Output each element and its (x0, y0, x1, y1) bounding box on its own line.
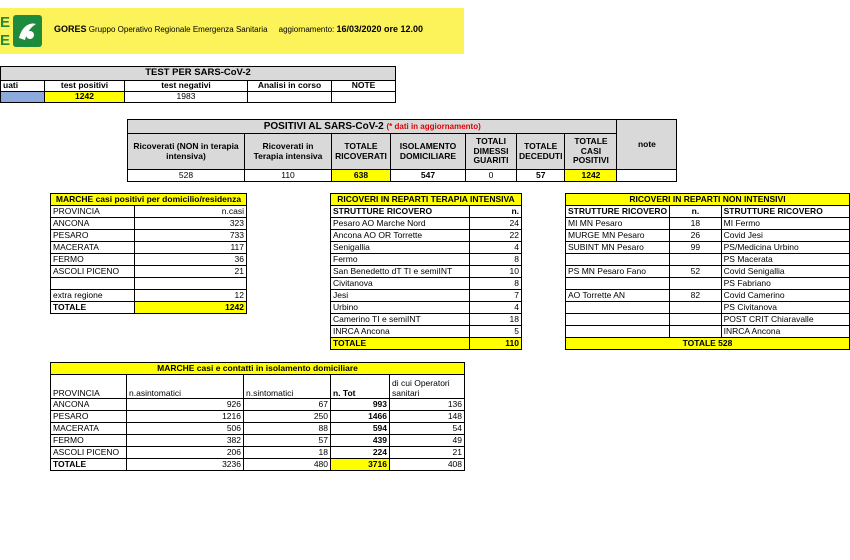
ti-count: 24 (470, 218, 522, 230)
ti-row (331, 254, 522, 266)
ni-count: 82 (670, 290, 721, 302)
isolamento-table (50, 362, 465, 471)
residenza-total-value: 1242 (135, 302, 247, 314)
ni-row (566, 302, 850, 314)
residenza-province: MACERATA (51, 242, 135, 254)
ti-table (330, 193, 522, 350)
residenza-title: MARCHE casi positivi per domicilio/residenza (51, 194, 247, 206)
ti-row (331, 266, 522, 278)
ni-struct-left (566, 314, 670, 326)
ti-struct: INRCA Ancona (331, 326, 470, 338)
iso-tot: 1466 (331, 411, 390, 423)
ni-count (670, 254, 721, 266)
ni-struct-left (566, 254, 670, 266)
test-header-cell: test positivi (45, 81, 125, 92)
residenza-cases: 117 (135, 242, 247, 254)
ti-row (331, 326, 522, 338)
ni-count (670, 326, 721, 338)
ti-row (331, 242, 522, 254)
ni-struct-right: PS Macerata (721, 254, 849, 266)
ni-row (566, 266, 850, 278)
test-note-value (332, 92, 396, 103)
ni-struct-left (566, 278, 670, 290)
ni-struct-right: Covid Camerino (721, 290, 849, 302)
iso-sint: 57 (244, 435, 331, 447)
iso-asint: 1216 (127, 411, 244, 423)
ni-header-struct: STRUTTURE RICOVERO (566, 206, 670, 218)
positivi-header-cell: TOTALE CASI POSITIVI (565, 134, 617, 170)
header-text (54, 24, 423, 34)
test-table (0, 66, 396, 103)
iso-province: ANCONA (51, 399, 127, 411)
iso-header-cell: di cui Operatori sanitari (390, 375, 465, 399)
iso-total-sint: 480 (244, 459, 331, 471)
iso-province: FERMO (51, 435, 127, 447)
residenza-province: FERMO (51, 254, 135, 266)
residenza-row (51, 278, 247, 290)
iso-header-cell: n.asintomatici (127, 375, 244, 399)
iso-province: ASCOLI PICENO (51, 447, 127, 459)
ni-struct-left: AO Torrette AN (566, 290, 670, 302)
positivi-table (127, 119, 677, 182)
iso-total-name: TOTALE (51, 459, 127, 471)
iso-sint: 88 (244, 423, 331, 435)
ti-count: 22 (470, 230, 522, 242)
iso-header-cell: n.sintomatici (244, 375, 331, 399)
iso-op: 148 (390, 411, 465, 423)
positivi-header-cell: Ricoverati in Terapia intensiva (245, 134, 332, 170)
ti-count: 7 (470, 290, 522, 302)
iso-op: 49 (390, 435, 465, 447)
logo-letter-top: E (0, 14, 11, 31)
residenza-cases: 733 (135, 230, 247, 242)
iso-total-op: 408 (390, 459, 465, 471)
ni-row (566, 278, 850, 290)
ni-struct-right: Covid Jesi (721, 230, 849, 242)
iso-row (51, 411, 465, 423)
ti-header-n: n. (470, 206, 522, 218)
positivi-header-cell: Ricoverati (NON in terapia intensiva) (128, 134, 245, 170)
residenza-table (50, 193, 247, 314)
ni-struct-left: PS MN Pesaro Fano (566, 266, 670, 278)
residenza-province: extra regione (51, 290, 135, 302)
ti-row (331, 218, 522, 230)
positivi-value-cell: 528 (128, 170, 245, 182)
positivi-total-casi: 1242 (565, 170, 617, 182)
ti-struct: Camerino TI e semiINT (331, 314, 470, 326)
iso-row (51, 435, 465, 447)
ni-row (566, 290, 850, 302)
ti-count: 18 (470, 314, 522, 326)
ti-row (331, 314, 522, 326)
iso-sint: 250 (244, 411, 331, 423)
iso-op: 54 (390, 423, 465, 435)
iso-op: 136 (390, 399, 465, 411)
positivi-title: POSITIVI AL SARS-CoV-2 (263, 121, 384, 132)
iso-asint: 506 (127, 423, 244, 435)
residenza-cases: 12 (135, 290, 247, 302)
test-pending-value (248, 92, 332, 103)
residenza-header-province: PROVINCIA (51, 206, 135, 218)
positivi-note-cell (617, 170, 677, 182)
iso-province: MACERATA (51, 423, 127, 435)
iso-asint: 206 (127, 447, 244, 459)
ti-struct: Senigallia (331, 242, 470, 254)
ni-count: 99 (670, 242, 721, 254)
positivi-value-cell: 110 (245, 170, 332, 182)
iso-sint: 18 (244, 447, 331, 459)
test-header-cell: uati (1, 81, 45, 92)
residenza-province: ASCOLI PICENO (51, 266, 135, 278)
iso-row (51, 399, 465, 411)
positivi-title-note: (* dati in aggiornamento) (386, 122, 481, 131)
residenza-cases: 36 (135, 254, 247, 266)
positivi-total-ricoverati: 638 (332, 170, 391, 182)
positivi-note-header: note (617, 120, 677, 170)
positivi-header-cell: ISOLAMENTO DOMICILIARE (391, 134, 466, 170)
ti-header-struct: STRUTTURE RICOVERO (331, 206, 470, 218)
residenza-cases (135, 278, 247, 290)
positivi-header-cell: TOTALE DECEDUTI (517, 134, 565, 170)
residenza-header-cases: n.casi (135, 206, 247, 218)
ni-struct-right: POST CRIT Chiaravalle (721, 314, 849, 326)
iso-op: 21 (390, 447, 465, 459)
ni-count: 52 (670, 266, 721, 278)
residenza-total-label: TOTALE (51, 302, 135, 314)
update-label: aggiornamento: (278, 25, 335, 34)
ni-row (566, 314, 850, 326)
ti-total-label: TOTALE (331, 338, 470, 350)
ni-count (670, 278, 721, 290)
ti-struct: Jesi (331, 290, 470, 302)
iso-header-cell: n. Tot (331, 375, 390, 399)
ti-struct: Civitanova (331, 278, 470, 290)
ni-struct-right: PS Civitanova (721, 302, 849, 314)
logo-letter-bottom: E (0, 32, 11, 49)
ni-struct-right: PS/Medicina Urbino (721, 242, 849, 254)
ti-row (331, 230, 522, 242)
test-negative-value: 1983 (125, 92, 248, 103)
iso-row (51, 423, 465, 435)
ti-row (331, 302, 522, 314)
ni-row (566, 230, 850, 242)
gores-logo (0, 12, 44, 50)
ni-row (566, 218, 850, 230)
ti-count: 8 (470, 254, 522, 266)
test-value-cell (1, 92, 45, 103)
ti-count: 10 (470, 266, 522, 278)
iso-tot: 993 (331, 399, 390, 411)
ni-count: 18 (670, 218, 721, 230)
positivi-value-cell: 547 (391, 170, 466, 182)
iso-asint: 382 (127, 435, 244, 447)
test-positive-value: 1242 (45, 92, 125, 103)
ni-struct-right: MI Fermo (721, 218, 849, 230)
residenza-province: PESARO (51, 230, 135, 242)
iso-tot: 439 (331, 435, 390, 447)
ti-struct: Urbino (331, 302, 470, 314)
non-intensivi-table (565, 193, 850, 350)
test-header-cell: Analisi in corso (248, 81, 332, 92)
residenza-row (51, 290, 247, 302)
ni-row (566, 326, 850, 338)
iso-sint: 67 (244, 399, 331, 411)
ni-struct-left: MURGE MN Pesaro (566, 230, 670, 242)
ti-struct: San Benedetto dT TI e semiINT (331, 266, 470, 278)
iso-total-tot: 3716 (331, 459, 390, 471)
positivi-value-cell: 57 (517, 170, 565, 182)
org-name: GORES (54, 24, 87, 34)
ni-row (566, 254, 850, 266)
positivi-title-cell (128, 120, 617, 134)
iso-tot: 224 (331, 447, 390, 459)
iso-asint: 926 (127, 399, 244, 411)
iso-total-asint: 3236 (127, 459, 244, 471)
org-full-name: Gruppo Operativo Regionale Emergenza Sanitaria (88, 25, 268, 34)
ti-row (331, 278, 522, 290)
ti-count: 8 (470, 278, 522, 290)
ni-title: RICOVERI IN REPARTI NON INTENSIVI (566, 194, 850, 206)
ni-count (670, 302, 721, 314)
positivi-header-cell: TOTALE RICOVERATI (332, 134, 391, 170)
iso-title: MARCHE casi e contatti in isolamento domiciliare (51, 363, 465, 375)
test-header-cell: NOTE (332, 81, 396, 92)
ni-struct-left (566, 302, 670, 314)
iso-tot: 594 (331, 423, 390, 435)
ti-total-value: 110 (470, 338, 522, 350)
ni-count: 26 (670, 230, 721, 242)
ni-struct-left: SUBINT MN Pesaro (566, 242, 670, 254)
ni-struct-right: Covid Senigallia (721, 266, 849, 278)
update-value: 16/03/2020 ore 12.00 (336, 24, 424, 34)
iso-header-cell: PROVINCIA (51, 375, 127, 399)
residenza-row (51, 230, 247, 242)
test-header-cell: test negativi (125, 81, 248, 92)
residenza-row (51, 218, 247, 230)
ni-count (670, 314, 721, 326)
residenza-province: ANCONA (51, 218, 135, 230)
positivi-header-cell: TOTALI DIMESSI GUARITI (466, 134, 517, 170)
residenza-cases: 323 (135, 218, 247, 230)
residenza-province (51, 278, 135, 290)
ti-title: RICOVERI IN REPARTI TERAPIA INTENSIVA (331, 194, 522, 206)
ti-struct: Pesaro AO Marche Nord (331, 218, 470, 230)
ni-struct-right: INRCA Ancona (721, 326, 849, 338)
iso-province: PESARO (51, 411, 127, 423)
ni-header-struct2: STRUTTURE RICOVERO (721, 206, 849, 218)
positivi-value-cell: 0 (466, 170, 517, 182)
ti-count: 4 (470, 302, 522, 314)
ti-count: 4 (470, 242, 522, 254)
ni-struct-left (566, 326, 670, 338)
ti-struct: Fermo (331, 254, 470, 266)
ti-count: 5 (470, 326, 522, 338)
residenza-row (51, 266, 247, 278)
ni-total: TOTALE 528 (566, 338, 850, 350)
iso-row (51, 447, 465, 459)
residenza-row (51, 254, 247, 266)
residenza-cases: 21 (135, 266, 247, 278)
ti-row (331, 290, 522, 302)
residenza-row (51, 242, 247, 254)
ni-header-n: n. (670, 206, 721, 218)
ni-struct-right: PS Fabriano (721, 278, 849, 290)
ti-struct: Ancona AO OR Torrette (331, 230, 470, 242)
test-title: TEST PER SARS-CoV-2 (1, 67, 396, 81)
ni-struct-left: MI MN Pesaro (566, 218, 670, 230)
ni-row (566, 242, 850, 254)
